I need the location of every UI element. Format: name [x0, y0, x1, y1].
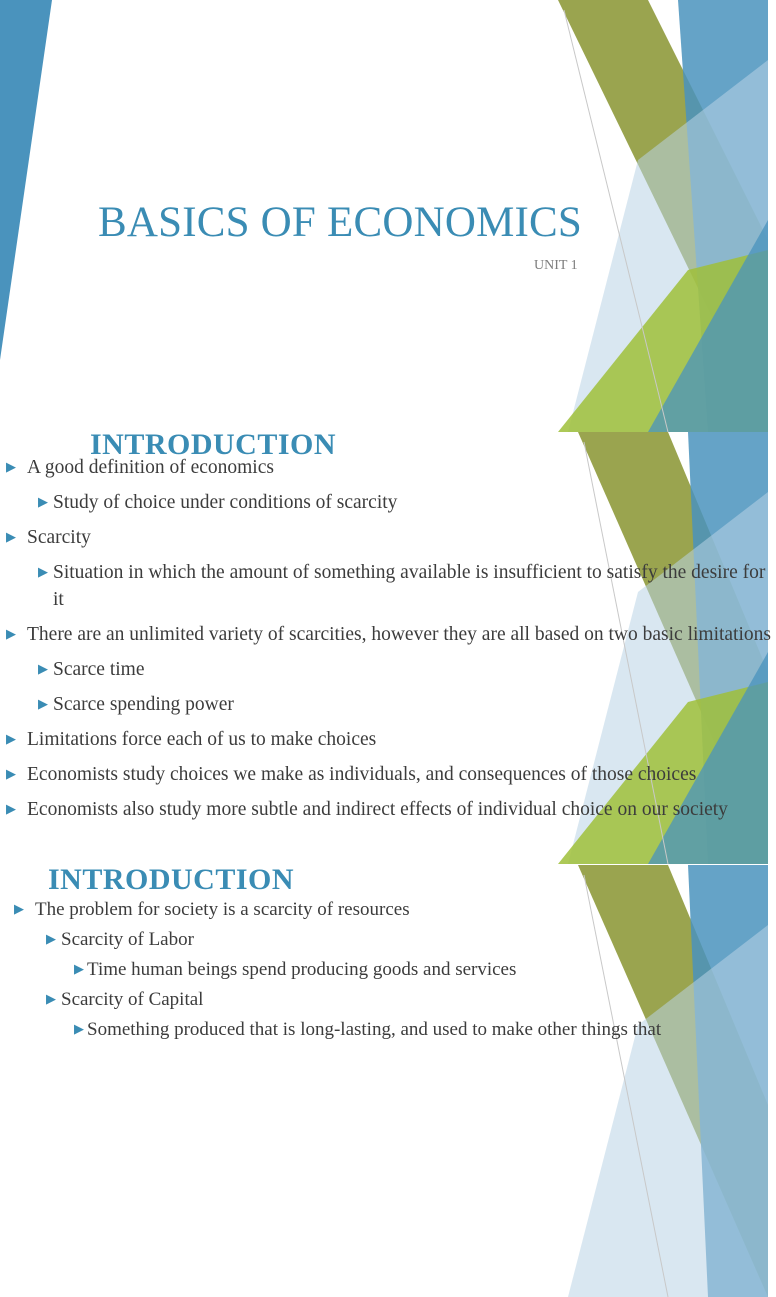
section-title: INTRODUCTION	[48, 863, 295, 896]
bullet-list	[14, 895, 754, 1045]
list-item: ▶ The problem for society is a scarcity of resources	[14, 895, 754, 925]
list-item: ▶ There are an unlimited variety of scarcities, however they are all based on two basic limitations	[6, 621, 776, 648]
presentation-subtitle: UNIT 1	[534, 258, 578, 273]
slide-introduction-1	[0, 428, 771, 865]
slide-introduction-2	[0, 863, 768, 1040]
list-item: ▶ A good definition of economics	[6, 454, 776, 481]
bullet-list	[6, 454, 776, 823]
slide-title	[0, 0, 768, 432]
list-item: ▶ Limitations force each of us to make choices	[6, 726, 776, 753]
list-item: ▶ Scarcity	[6, 524, 776, 551]
list-item: ▶ Study of choice under conditions of scarcity	[6, 489, 776, 516]
list-item: ▶ Scarce spending power	[6, 691, 776, 718]
list-item: ▶ Scarce time	[6, 656, 776, 683]
triangle-right-icon: ▶	[6, 767, 16, 782]
triangle-right-icon: ▶	[38, 662, 48, 677]
triangle-right-icon: ▶	[38, 697, 48, 712]
list-item: ▶ Scarcity of Capital	[14, 985, 754, 1015]
presentation-title: BASICS OF ECONOMICS	[97, 199, 583, 246]
triangle-right-icon: ▶	[38, 565, 48, 580]
triangle-right-icon: ▶	[6, 460, 16, 475]
triangle-right-icon: ▶	[46, 932, 56, 947]
list-item: ▶ Something produced that is long-lasting, and used to make other things that	[14, 1015, 754, 1045]
triangle-right-icon: ▶	[6, 802, 16, 817]
list-item: ▶ Economists study choices we make as individuals, and consequences of those choices	[6, 761, 776, 788]
triangle-right-icon: ▶	[6, 530, 16, 545]
section-title: INTRODUCTION	[90, 428, 337, 461]
triangle-right-icon: ▶	[74, 962, 84, 977]
list-item: ▶ Economists also study more subtle and indirect effects of individual choice on our society	[6, 796, 776, 823]
list-item: ▶ Time human beings spend producing goods and services	[14, 955, 754, 985]
triangle-right-icon: ▶	[46, 992, 56, 1007]
triangle-right-icon: ▶	[38, 495, 48, 510]
list-item: ▶ Situation in which the amount of something available is insufficient to satisfy the desire for it	[6, 559, 776, 613]
triangle-right-icon: ▶	[74, 1022, 84, 1037]
triangle-right-icon: ▶	[14, 902, 24, 917]
triangle-right-icon: ▶	[6, 627, 16, 642]
list-item: ▶ Scarcity of Labor	[14, 925, 754, 955]
triangle-right-icon: ▶	[6, 732, 16, 747]
